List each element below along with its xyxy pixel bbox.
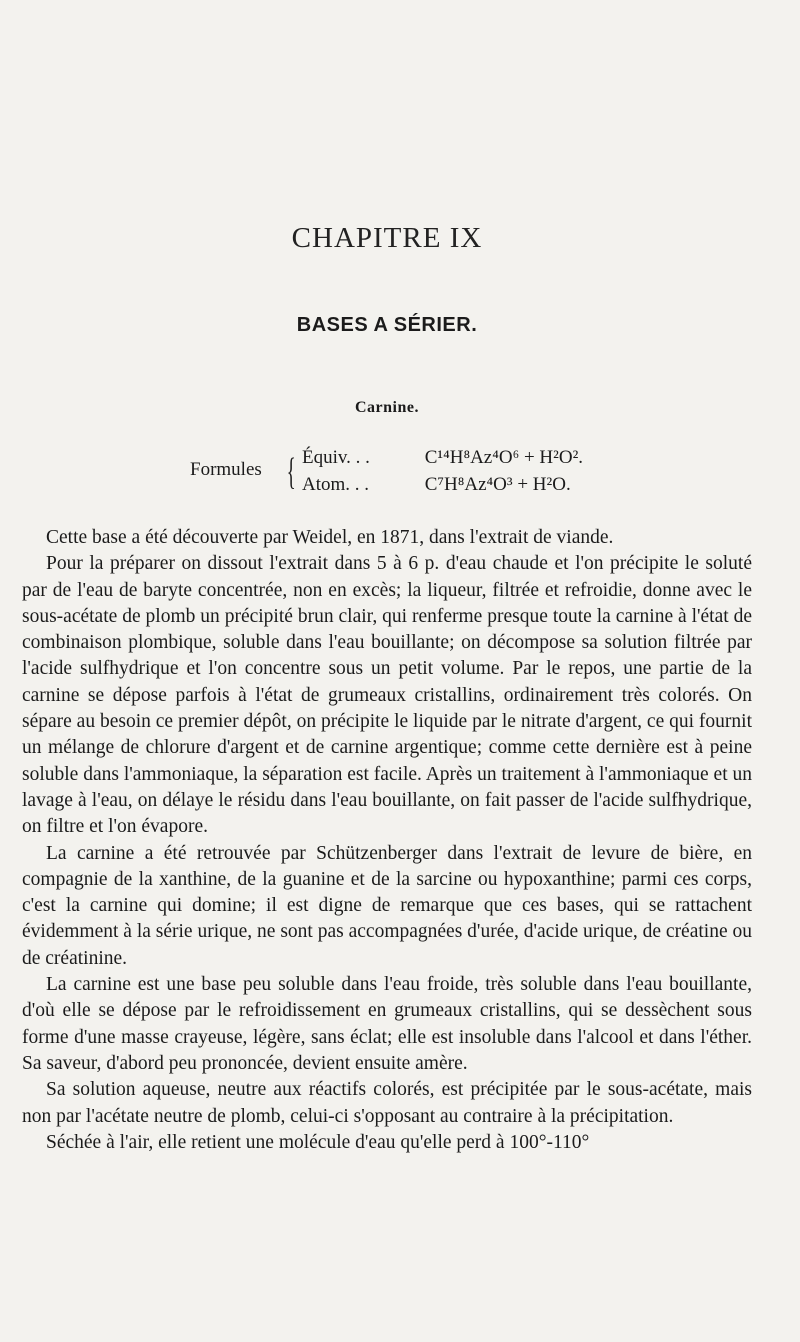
brace-icon: {	[286, 451, 296, 493]
paragraph: La carnine a été retrouvée par Schützenberger dans l'extrait de levure de bière, en compagnie de la xanthine, de la guanine et de la sarcine ou hypoxanthine; parmi ces corps, c'est la carnine qui domine; il est digne de remarque que ces bases, qui se rattachent évidemment à la série urique, ne sont pas accompagnées d'urée, d'acide urique, de créatine ou de créatinine.	[22, 842, 752, 969]
paragraph: Sa solution aqueuse, neutre aux réactifs colorés, est précipitée par le sous-acétate, mais non par l'acétate neutre de plomb, celui-ci s'opposant au contraire à la précipitation.	[22, 1079, 752, 1127]
formula-value: C¹⁴H⁸Az⁴O⁶ + H²O².	[424, 447, 584, 468]
chapter-heading: CHAPITRE IX	[291, 222, 483, 254]
formula-kind: Atom. . .	[302, 474, 370, 495]
subsection-title: Carnine.	[355, 399, 419, 416]
formula-row	[302, 474, 571, 496]
paragraph: Pour la préparer on dissout l'extrait dans 5 à 6 p. d'eau chaude et l'on précipite le soluté par de l'eau de baryte concentrée, non en excès; la liqueur, filtrée et refroidie, donne avec le sous-acétate de plomb un précipité brun clair, qui renferme presque toute la carnine à l'état de combinaison plombique, soluble dans l'eau bouillante; on décompose sa solution filtrée par l'acide sulfhydrique et l'on concentre sous un petit volume. Par le repos, une partie de la carnine se dépose parfois à l'état de grumeaux cristallins, ordinairement très colorés. On sépare au besoin ce premier dépôt, on précipite le liquide par le nitrate d'argent, ce qui fournit un mélange de chlorure d'argent et de carnine argentique; comme cette dernière est à peine soluble dans l'ammoniaque, la séparation est facile. Après un traitement à l'ammoniaque et un lavage à l'eau, on délaye le résidu dans l'eau bouillante, on fait passer de l'acide sulfhydrique, on filtre et l'on évapore.	[22, 553, 752, 838]
paragraph: Cette base a été découverte par Weidel, en 1871, dans l'extrait de viande.	[46, 527, 614, 548]
paragraph: La carnine est une base peu soluble dans l'eau froide, très soluble dans l'eau bouillante, d'où elle se dépose par le refroidissement en grumeaux cristallins, qui se dessèchent sous forme d'une masse crayeuse, légère, sans éclat; elle est insoluble dans l'alcool et dans l'éther. Sa saveur, d'abord peu prononcée, devient ensuite amère.	[22, 974, 752, 1074]
paragraph: Séchée à l'air, elle retient une molécule d'eau qu'elle perd à 100°-110°	[46, 1131, 590, 1153]
section-title: BASES A SÉRIER.	[296, 314, 478, 336]
document-page	[22, 0, 752, 1342]
formula-row	[302, 447, 583, 469]
body-text	[22, 525, 752, 1156]
formula-value: C⁷H⁸Az⁴O³ + H²O.	[424, 474, 571, 495]
formula-label: Formules	[190, 459, 262, 480]
formula-kind: Équiv. . .	[302, 447, 370, 468]
